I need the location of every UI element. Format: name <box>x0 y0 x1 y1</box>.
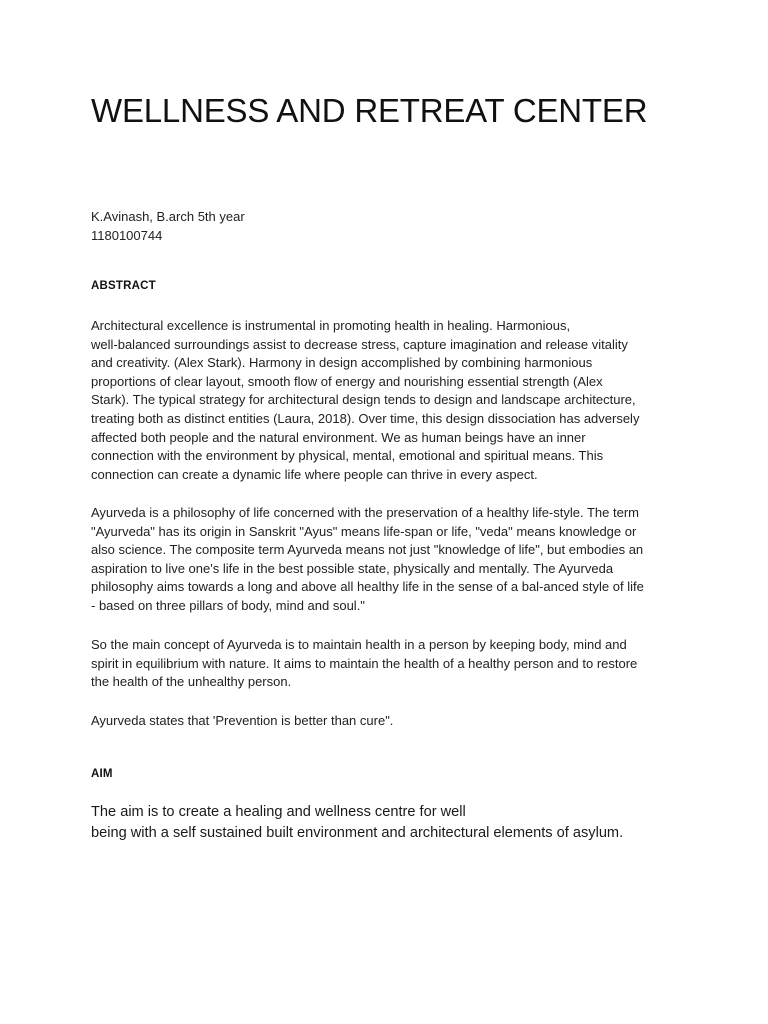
paragraph-line: treating both as distinct entities (Laura, 2018). Over time, this design dissociation has adversely <box>91 410 640 426</box>
paragraph-line: Ayurveda states that 'Prevention is better than cure". <box>91 713 394 728</box>
paragraph-line: aspiration to live one's life in the best possible state, physically and mentally. The Ayurveda <box>91 560 614 576</box>
paragraph-line: connection with the environment by physical, mental, emotional and spiritual means. This <box>91 448 604 464</box>
abstract-paragraph-4 <box>91 712 393 731</box>
aim-heading: AIM <box>91 768 113 780</box>
student-id: 1180100744 <box>91 227 163 243</box>
paragraph-line: Ayurveda is a philosophy of life concerned with the preservation of a healthy life-style. The term <box>91 505 639 520</box>
abstract-paragraph-3 <box>91 636 637 692</box>
paragraph-line: and creativity. (Alex Stark). Harmony in design accomplished by combining harmonious <box>91 355 593 371</box>
paragraph-line: "Ayurveda" has its origin in Sanskrit "Ayus" means life-span or life, "veda" means knowledge or <box>91 523 637 539</box>
paragraph-line: also science. The composite term Ayurveda means not just "knowledge of life", but embodies an <box>91 542 644 558</box>
paragraph-line: proportions of clear layout, smooth flow of energy and nourishing essential strength (Alex <box>91 373 603 389</box>
author-line: K.Avinash, B.arch 5th year <box>91 209 245 224</box>
paragraph-line: being with a self sustained built environment and architectural elements of asylum. <box>91 824 624 841</box>
paragraph-line: connection can create a dynamic life where people can thrive in every aspect. <box>91 466 538 482</box>
paragraph-line: spirit in equilibrium with nature. It aims to maintain the health of a healthy person and to restore <box>91 655 638 671</box>
document-title: WELLNESS AND RETREAT CENTER <box>91 92 648 129</box>
paragraph-line: - based on three pillars of body, mind and soul." <box>91 597 365 613</box>
author-block <box>91 208 245 245</box>
paragraph-line: well-balanced surroundings assist to decrease stress, capture imagination and release vitality <box>91 336 628 352</box>
paragraph-line: The aim is to create a healing and wellness centre for well <box>91 804 466 820</box>
paragraph-line: Architectural excellence is instrumental in promoting health in healing. Harmonious, <box>91 318 571 333</box>
paragraph-line: philosophy aims towards a long and above all healthy life in the sense of a bal-anced style of life <box>91 579 644 595</box>
paragraph-line: affected both people and the natural environment. We as human beings have an inner <box>91 429 586 445</box>
aim-paragraph <box>91 802 623 843</box>
abstract-heading: ABSTRACT <box>91 280 156 292</box>
abstract-paragraph-2 <box>91 504 644 616</box>
paragraph-line: Stark). The typical strategy for architectural design tends to design and landscape architecture, <box>91 392 636 408</box>
paragraph-line: the health of the unhealthy person. <box>91 674 292 690</box>
abstract-paragraph-1 <box>91 317 639 484</box>
paragraph-line: So the main concept of Ayurveda is to maintain health in a person by keeping body, mind and <box>91 637 627 652</box>
